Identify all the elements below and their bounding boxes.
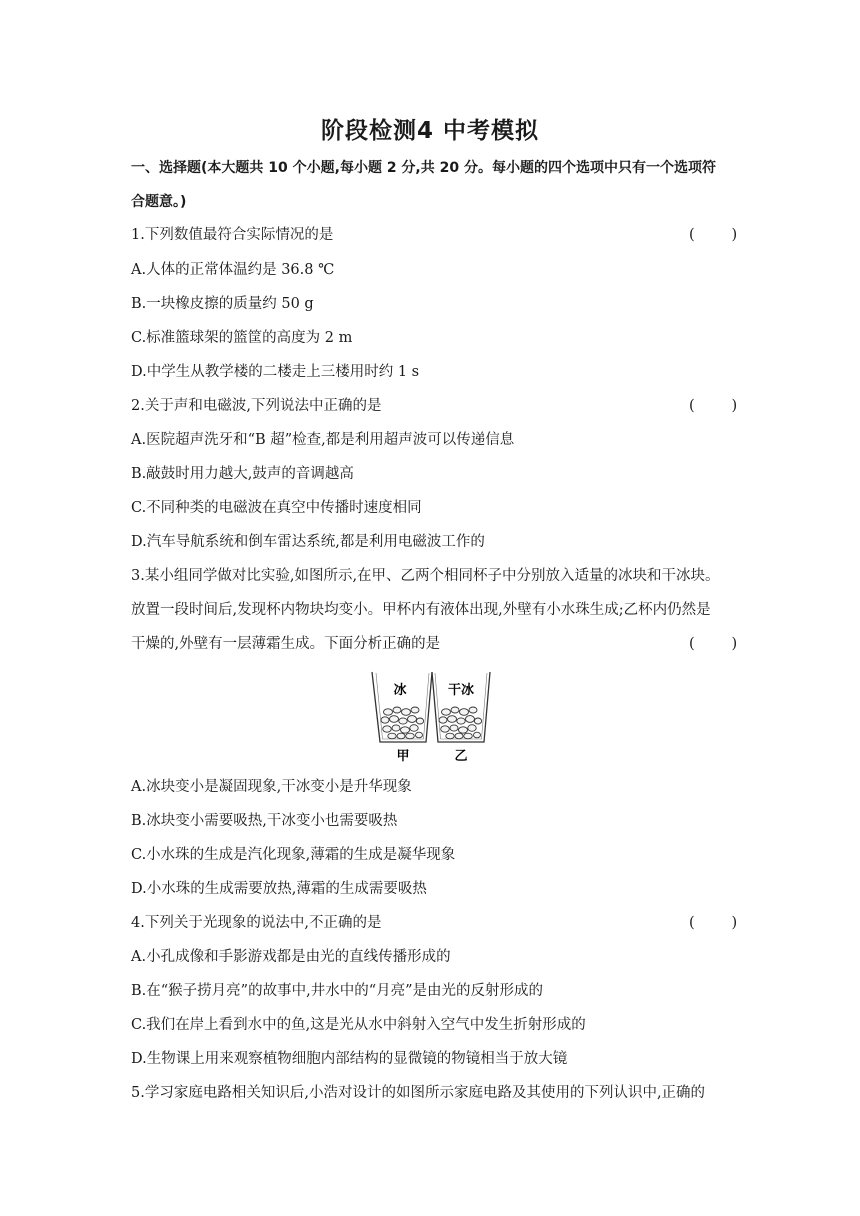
- question-4-option-d: D.生物课上用来观察植物细胞内部结构的显微镜的物镜相当于放大镜: [131, 1051, 568, 1067]
- question-3-option-c: C.小水珠的生成是汽化现象,薄霜的生成是凝华现象: [131, 847, 456, 863]
- question-3-stem-line1: 3.某小组同学做对比实验,如图所示,在甲、乙两个相同杯子中分别放入适量的冰块和干冰块。: [131, 568, 720, 584]
- question-3-answer-blank: ( ): [689, 636, 738, 652]
- section-heading-line2: 合题意。): [131, 194, 187, 210]
- question-2-option-b: B.敲鼓时用力越大,鼓声的音调越高: [131, 466, 354, 482]
- question-5-stem: 5.学习家庭电路相关知识后,小浩对设计的如图所示家庭电路及其使用的下列认识中,正确的: [131, 1085, 706, 1101]
- question-3-stem-line3: 干燥的,外壁有一层薄霜生成。下面分析正确的是: [131, 636, 441, 652]
- question-4-option-b: B.在“猴子捞月亮”的故事中,井水中的“月亮”是由光的反射形成的: [131, 983, 544, 999]
- question-3-option-b: B.冰块变小需要吸热,干冰变小也需要吸热: [131, 813, 398, 829]
- cups-figure: [368, 670, 494, 766]
- question-3-option-a: A.冰块变小是凝固现象,干冰变小是升华现象: [131, 779, 412, 795]
- question-3-stem-line2: 放置一段时间后,发现杯内物块均变小。甲杯内有液体出现,外壁有小水珠生成;乙杯内仍然是: [131, 602, 711, 618]
- question-1-option-d: D.中学生从教学楼的二楼走上三楼用时约 1 s: [131, 364, 420, 380]
- question-2-option-a: A.医院超声洗牙和“B 超”检查,都是利用超声波可以传递信息: [131, 432, 515, 448]
- question-1-stem: 1.下列数值最符合实际情况的是: [131, 227, 334, 243]
- question-4-stem: 4.下列关于光现象的说法中,不正确的是: [131, 915, 382, 931]
- question-1-answer-blank: ( ): [689, 227, 738, 243]
- question-4-answer-blank: ( ): [689, 915, 738, 931]
- question-4-option-a: A.小孔成像和手影游戏都是由光的直线传播形成的: [131, 949, 451, 965]
- cup-jia-label: 冰: [393, 683, 407, 698]
- ice-lumps: [381, 707, 424, 739]
- question-1-option-a: A.人体的正常体温约是 36.8 ℃: [131, 262, 335, 278]
- dry-ice-lumps: [439, 707, 482, 739]
- cup-yi-caption: 乙: [454, 749, 468, 764]
- question-1-option-c: C.标准篮球架的篮筐的高度为 2 m: [131, 330, 353, 346]
- question-2-option-d: D.汽车导航系统和倒车雷达系统,都是利用电磁波工作的: [131, 534, 485, 550]
- question-2-stem: 2.关于声和电磁波,下列说法中正确的是: [131, 398, 382, 414]
- question-2-option-c: C.不同种类的电磁波在真空中传播时速度相同: [131, 500, 422, 516]
- question-2-answer-blank: ( ): [689, 398, 738, 414]
- question-4-option-c: C.我们在岸上看到水中的鱼,这是光从水中斜射入空气中发生折射形成的: [131, 1017, 586, 1033]
- question-1-option-b: B.一块橡皮擦的质量约 50 g: [131, 296, 314, 312]
- cup-jia-caption: 甲: [396, 749, 410, 764]
- question-3-option-d: D.小水珠的生成需要放热,薄霜的生成需要吸热: [131, 881, 427, 897]
- cups-diagram: [368, 670, 494, 766]
- section-heading-line1: 一、选择题(本大题共 10 个小题,每小题 2 分,共 20 分。每小题的四个选项中只有一个选项符: [131, 160, 716, 176]
- cup-yi-label: 干冰: [447, 683, 475, 698]
- page-title: 阶段检测4 中考模拟: [320, 118, 539, 144]
